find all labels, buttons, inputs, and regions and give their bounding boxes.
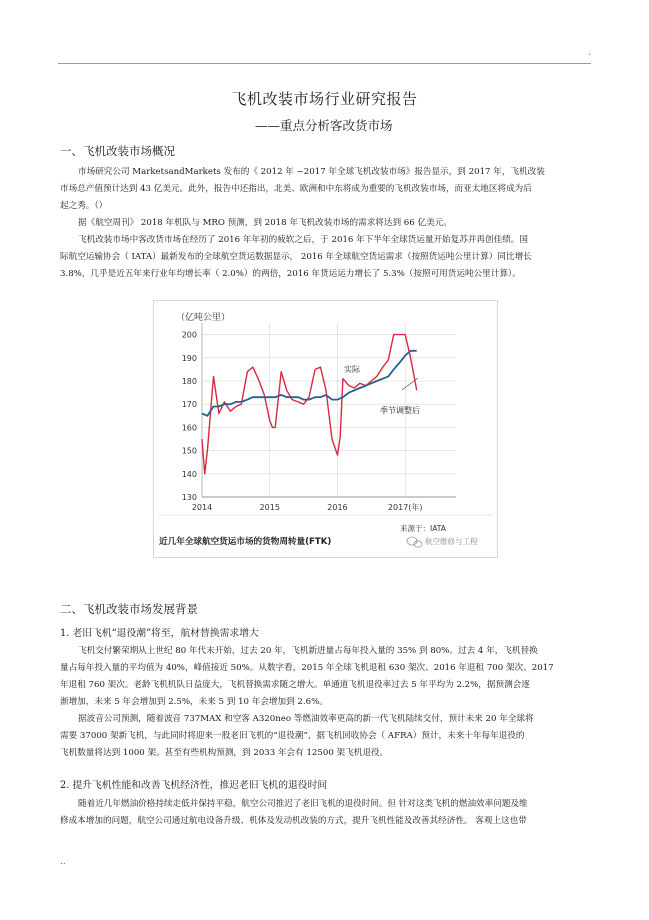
section2-sub2: 2. 提升飞机性能和改善飞机经济性，推迟老旧飞机的退役时间 bbox=[60, 780, 328, 791]
chart-source: 来源于：IATA bbox=[400, 524, 446, 533]
y-tick-label-1: 140 bbox=[181, 469, 197, 479]
document-title: 飞机改装市场行业研究报告 bbox=[231, 90, 418, 108]
x-tick-label-3: 2017(年) bbox=[387, 503, 423, 512]
section2-heading: 二、飞机改装市场发展背景 bbox=[60, 602, 198, 616]
s2-line4: 渐增加，未来 5 年会增加到 2.5%，未来 5 到 10 年会增加到 2.6%。 bbox=[60, 697, 328, 707]
y-tick-label-6: 190 bbox=[181, 353, 197, 363]
section2-sub2-body bbox=[60, 796, 590, 830]
y-tick-label-3: 160 bbox=[181, 423, 197, 433]
y-tick-label-7: 200 bbox=[181, 330, 197, 340]
x-tick-label-2: 2016 bbox=[327, 503, 348, 512]
s2-line5: 据波音公司预测，随着波音 737MAX 和空客 A320neo 等燃油效率更高的新一代飞机陆续交付，预计未来 20 年全球将 bbox=[78, 714, 534, 724]
s1-p1-line1: 市场研究公司 MarketsandMarkets 发布的《 2012 年 ~2017 年全球飞机改装市场》报告显示，到 2017 年，飞机改装 bbox=[78, 167, 545, 177]
y-axis-label: （亿吨公里） bbox=[176, 313, 231, 323]
corner-mark: . bbox=[588, 48, 591, 58]
s2-line1: 飞机交付繁荣期从上世纪 80 年代末开始，过去 20 年，飞机新进量占每年投入量的 35% 到 80%。过去 4 年，飞机替换 bbox=[78, 646, 538, 656]
section2-sub1: 1. 老旧飞机“退役潮”将至，航材替换需求增大 bbox=[60, 628, 259, 639]
s1-p3-line1: 飞机改装市场中客改货市场在经历了 2016 年年初的疲软之后，于 2016 年下半年全球货运量开始复苏并再创佳绩。国 bbox=[78, 235, 528, 245]
header-rule bbox=[58, 63, 591, 64]
footer-mark: .. bbox=[60, 857, 66, 867]
section2-sub1-body bbox=[60, 643, 590, 762]
document-subtitle: ——重点分析客改货市场 bbox=[255, 118, 393, 133]
s2-line2: 量占每年投入量的平均值为 40%，峰值接近 50%。从数字看，2015 年全球飞机退租 630 架次、2016 年退租 700 架次、2017 bbox=[60, 663, 554, 673]
s2-line7: 飞机数量将达到 1000 架。甚至有些机构预测，到 2033 年会有 12500 架飞机退役。 bbox=[60, 748, 389, 758]
s2-sub2-line2: 修成本增加的问题，航空公司通过航电设备升级、机体及发动机改装的方式，提升飞机性能及改善其经济性。 客观上这也带 bbox=[60, 816, 527, 826]
s1-p1-line3: 起之秀。（） bbox=[60, 201, 108, 211]
section1-body bbox=[60, 164, 590, 283]
y-tick-label-5: 180 bbox=[181, 377, 197, 386]
s1-p3-line3: 3.8%，几乎是近五年来行业年均增长率（ 2.0%）的两倍，2016 年货运运力增长了 5.3%（按照可用货运吨公里计算）。 bbox=[60, 269, 521, 279]
chart-caption: 近几年全球航空货运市场的货物周转量(FTK) bbox=[159, 537, 332, 547]
section1-heading: 一、飞机改装市场概况 bbox=[60, 144, 175, 158]
y-tick-label-4: 170 bbox=[181, 400, 197, 410]
series-label-seasonal: 季节调整后 bbox=[380, 406, 420, 415]
s1-p3-line2: 际航空运输协会（ IATA）最新发布的全球航空货运数据显示， 2016 年全球航空货运需求（按照货运吨公里计算）同比增长 bbox=[60, 252, 532, 262]
x-tick-label-1: 2015 bbox=[259, 503, 280, 512]
s2-line6: 需要 37000 架新飞机，与此同时将迎来一股老旧飞机的“退役潮”，据飞机回收协会（ AFRA）预计，未来十年每年退役的 bbox=[60, 731, 525, 741]
s1-p1-line2: 市场总产值预计达到 43 亿美元。此外，报告中还指出，北美、欧洲和中东将成为重要的飞机改装市场，而亚太地区将成为后 bbox=[60, 184, 532, 194]
ftk-chart bbox=[153, 300, 498, 558]
series-label-actual: 实际 bbox=[344, 365, 360, 374]
y-tick-label-0: 130 bbox=[181, 493, 197, 502]
ftk-chart-svg bbox=[154, 301, 497, 557]
s2-sub2-line1: 随着近几年燃油价格持续走低并保持平稳，航空公司推迟了老旧飞机的退役时间。但 针对这类飞机的燃油效率问题及维 bbox=[78, 799, 528, 809]
s1-p2: 据《航空周刊》 2018 年机队与 MRO 预测，到 2018 年飞机改装市场的需求将达到 66 亿美元。 bbox=[78, 218, 452, 228]
y-tick-label-2: 150 bbox=[181, 446, 197, 456]
chart-background bbox=[154, 301, 497, 557]
s2-line3: 年退租 760 架次。老龄飞机机队日益庞大，飞机替换需求随之增大。单通道飞机退役率过去 5 年平均为 2.2%，据预测会逐 bbox=[60, 680, 530, 690]
x-tick-label-0: 2014 bbox=[191, 503, 213, 512]
chart-watermark: 航空维修与工程 bbox=[425, 537, 478, 546]
